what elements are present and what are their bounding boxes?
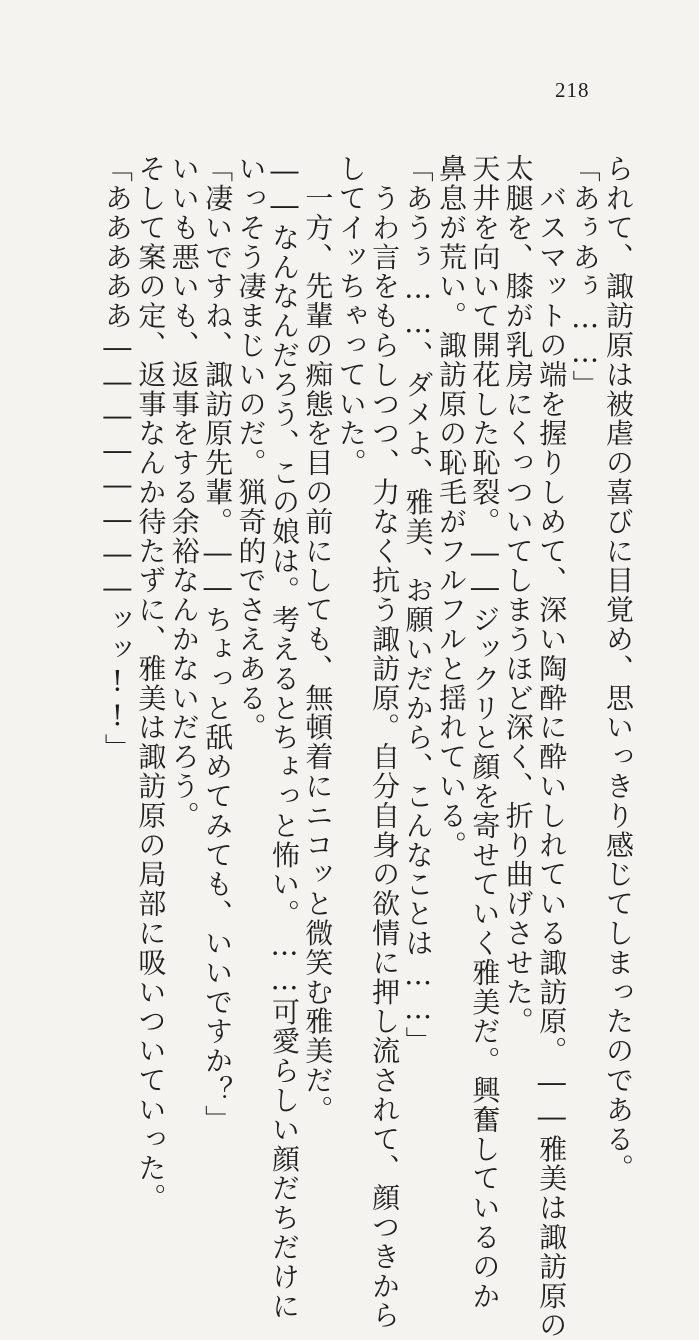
page-number: 218: [555, 78, 590, 102]
text-line-11: ――なんなんだろう、この娘は。考えるとちょっと怖い。……可愛らしい顔だちだけに: [267, 154, 301, 1321]
text-line-1: られて、諏訪原は被虐の喜びに目覚め、思いっきり感じてしまったのである。: [602, 154, 635, 1183]
text-line-5: 天井を向いて開花した恥裂。――ジックリと顔を寄せていく雅美だ。興奮しているのか: [468, 154, 502, 1311]
text-line-4: 太腿を、膝が乳房にくっついてしまうほど深く、折り曲げさせた。: [501, 154, 535, 1036]
text-line-6: 鼻息が荒い。諏訪原の恥毛がフルフルと揺れている。: [434, 154, 468, 860]
text-line-7: 「あうぅ……、ダメよ、雅美、お願いだから、こんなことは……」: [401, 154, 435, 1056]
novel-text-block: [100, 154, 636, 1340]
text-line-3: バスマットの端を握りしめて、深い陶酔に酔いしれている諏訪原。――雅美は諏訪原の: [535, 154, 569, 1340]
text-line-9: してイッちゃっていた。: [334, 154, 368, 478]
text-line-14: いいも悪いも、返事をする余裕なんかないだろう。: [167, 154, 201, 831]
text-line-12: いっそう凄まじいのだ。猟奇的でさえある。: [234, 154, 268, 742]
text-line-15: そして案の定、返事なんか待たずに、雅美は諏訪原の局部に吸いついていった。: [134, 154, 168, 1213]
text-line-2: 「あぅあぅ……」: [568, 154, 602, 400]
text-line-10: 一方、先輩の痴態を目の前にしても、無頓着にニコッと微笑む雅美だ。: [301, 154, 335, 1125]
text-line-13: 「凄いですね、諏訪原先輩。――ちょっと舐めてみても、いいですか？」: [201, 154, 235, 1135]
text-line-8: うわ言をもらしつつ、力なく抗う諏訪原。自分自身の欲情に押し流されて、顔つきから: [368, 154, 402, 1330]
text-line-16: 「あああああ――――――――ッッ!!」: [100, 154, 134, 763]
